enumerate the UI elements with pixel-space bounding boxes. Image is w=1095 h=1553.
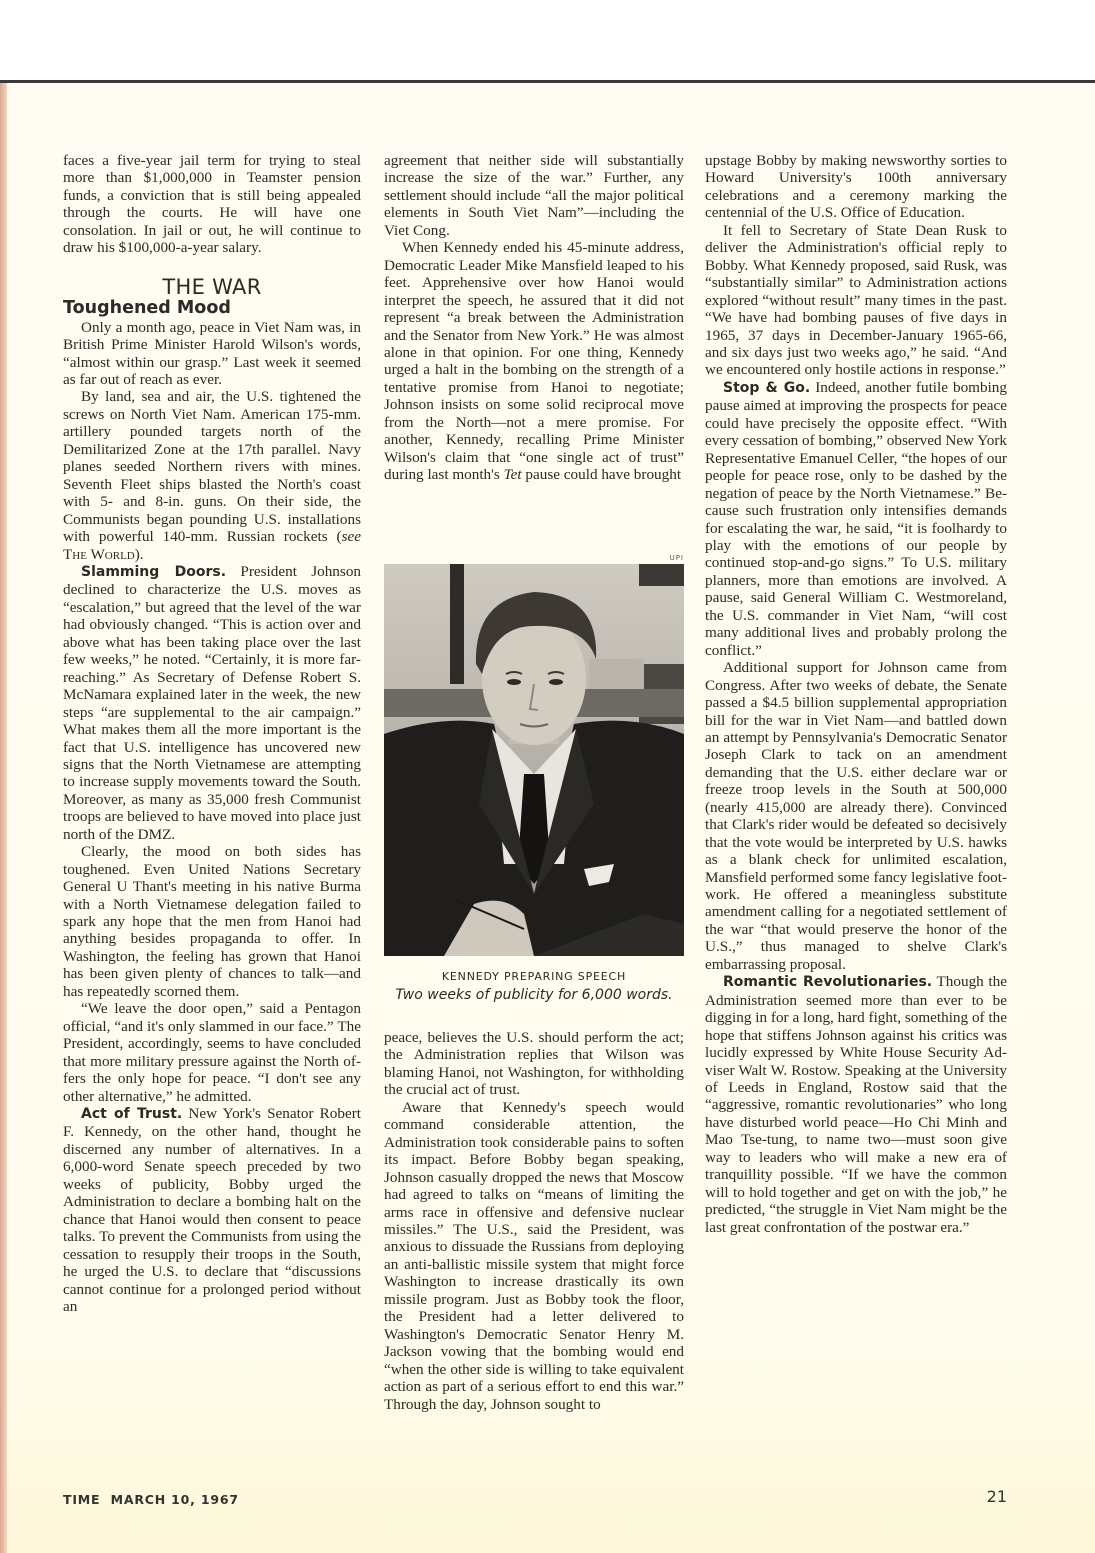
article-column-1 xyxy=(63,152,361,1315)
paragraph-text: pause could have brought xyxy=(521,466,682,484)
paragraph: agreement that neither side will substantially increase the size of the war.” Further, any settlement should include “all the major political elements in South Viet Nam”—including the Viet Cong. xyxy=(384,152,684,239)
paragraph: faces a five-year jail term for trying to steal more than $1,000,000 in Teamster pension funds, a conviction that is still being appealed through the courts. He will have one consolation. In jail or out, he will continue to draw his $100,000-a-year salary. xyxy=(63,152,361,257)
section-title: THE WAR xyxy=(162,274,262,299)
run-in-heading: Romantic Revolutionaries. xyxy=(723,974,933,991)
kennedy-photo xyxy=(384,564,684,956)
paragraph-text: President Johnson declined to characterize the U.S. moves as “escalation,” but agreed that the level of the war had obviously changed. “This is action over and above what has been taking place over the last few weeks,” he noted. “Certainly, it is more far-reaching.” As Secretary of Defense Robert S. McNamara explained later in the week, the new steps “are supplemental to the air campaign.” What makes them all the more important is the fact that U.S. intelligence has uncovered new signs that the North Vietnamese are attempting to increase supply movements toward the South. Moreover, as many as 35,000 fresh Communist troops are believed to have moved into place just north of the xyxy=(63,562,361,843)
portrait-illustration xyxy=(384,564,684,956)
article-column-3 xyxy=(705,152,1007,1236)
paragraph-text: When Kennedy ended his 45-minute address, Democratic Leader Mike Mansfield leaped to his feet. Apprehensive over how Hanoi would interpret the speech, he assured that it did not represent “a break between the Administration and the Senator from New York.” He was almost alone in that opinion. For one thing, Kennedy urged a halt in the bombing on the strength of a tentative promise from Hanoi to negotiate; Johnson insists on some solid reciprocal move from the North—not a mere promise. For another, Kennedy, recalling Prime Minister Wilson's claim that “one single act of trust” during last month's xyxy=(384,239,684,484)
paragraph xyxy=(63,563,361,843)
paragraph xyxy=(705,973,1007,1236)
run-in-heading: Act of Trust. xyxy=(81,1106,183,1123)
paragraph-text: Though the Administration seemed more than ever to be digging in for a long, hard fight, something of the hope that stiffens Johnson against his critics was lucidly expressed by White House Security Adviser Walt W. Rostow. Speaking at the University of Leeds in England, Rostow said that the “aggressive, romantic revolutionaries” who long have disturbed world peace—Ho Chi Minh and Mao Tse-tung, to name two—must soon give way to leaders who will make a new era of tranquillity possible. “If we have the common will to hold together and get on with the job,” he predicted, “the struggle in Viet Nam might be the last great confrontation of the postwar era.” xyxy=(705,973,1007,1236)
paragraph xyxy=(63,1105,361,1315)
paragraph: peace, believes the U.S. should perform the act; the Administration replies that Wilson was blaming Hanoi, not Washington, for withholding the crucial act of trust. xyxy=(384,1029,684,1099)
paragraph: “We leave the door open,” said a Pentagon official, “and it's only slammed in our face.” The President, accordingly, seems to have concluded that more military pressure against the North offers the only hope for peace. “I don't see any other alternative,” he admitted. xyxy=(63,1000,361,1105)
paragraph-text: New York's Senator Robert F. Kennedy, on the other hand, thought he discerned any number of alternatives. In a 6,000-word Senate speech preceded by two weeks of publicity, Bobby urged the Administration to declare a bombing halt on the chance that Hanoi would then consent to peace talks. To prevent the Communists from using the cessation to resupply their troops in the South, he urged the U.S. to declare that “discussions cannot continue for a prolonged period without an xyxy=(63,1105,361,1315)
story-title: Toughened Mood xyxy=(63,298,231,319)
italic-text: see xyxy=(341,528,361,546)
article-column-2-bottom xyxy=(384,1029,684,1413)
paragraph-text: . xyxy=(171,825,176,843)
paragraph: Additional support for Johnson came from Congress. After two weeks of debate, the Senate passed a $4.5 billion supplemental appropriation bill for the war in Viet Nam—and battled down an attempt by Pennsylvania's Democratic Senator Joseph Clark to tack on an amendment demanding that the U.S. either declare war or freeze troop levels in the South at 500,000 (nearly 415,000 are already there). Convinced that Clark's rider would be defeated so decisively that the vote would be interpreted by U.S. hawks as a blank check for unlimited escalation, Mansfield performed some fancy legislative footwork. He offered a meaningless substitute amendment calling for a negotiated settlement of the war “that would preserve the honor of the U.S.,” thus managed to shelve Clark's embarrassing proposal. xyxy=(705,659,1007,973)
acronym: DMZ xyxy=(137,825,172,843)
italic-text: Tet xyxy=(503,466,522,484)
article-column-2-top xyxy=(384,152,684,484)
paragraph-text: By land, sea and air, the U.S. tightened the screws on North Viet Nam. American 175-mm. artillery pounded targets north of the Demilitarized Zone at the 17th parallel. Navy planes seeded Northern rivers with mines. Seventh Fleet ships blasted the North's coast with 5- and 8-in. guns. On their side, the Communists began pounding U.S. installations with powerful 140-mm. Russian rockets ( xyxy=(63,388,361,546)
run-in-heading: Slamming Doors. xyxy=(81,563,227,580)
paragraph-text: ). xyxy=(134,545,144,563)
paragraph: Aware that Kennedy's speech would command considerable attention, the Administration took considerable pains to soften its impact. Before Bobby began speaking, Johnson casually dropped the news that Moscow had agreed to talks on “means of limiting the arms race in offensive and defensive nuclear missiles.” The U.S., said the President, was anxious to dissuade the Russians from deploying an anti-ballistic missile system that might force Washington to increase drastically its own missile program. Just as Bobby took the floor, the President had a letter delivered to Washington's Democratic Senator Henry M. Jackson vowing that the bombing would end “when the other side is willing to take equivalent action as part of a serious effort to end this war.” Through the day, Johnson sought to xyxy=(384,1098,684,1413)
paragraph-text: Indeed, another futile bombing pause aimed at improving the prospects for peace could have precisely the opposite effect. “With every cessation of bombing,” observed New York Representative Emanuel Celler, “the hopes of our people for peace rose, only to be dashed by the negation of peace by the North Vietnamese.” Because such frustration only intensifies demands for escalating the war, he said, “it is foolhardy to play with the emotions of our people by continued stop-and-go signs.” To U.S. military planners, more than emotions are involved. A pause, said General William C. Westmoreland, the U.S. commander in Viet Nam, “will cost many additional lives and probably prolong the conflict.” xyxy=(705,378,1007,659)
paragraph: upstage Bobby by making newsworthy sorties to Howard University's 100th anniversary celebrations and a ceremony marking the centennial of the U.S. Office of Education. xyxy=(705,152,1007,222)
publication-footer: TIME MARCH 10, 1967 xyxy=(63,1492,239,1507)
photo-caption-subtitle: Two weeks of publicity for 6,000 words. xyxy=(395,987,673,1003)
paragraph: Clearly, the mood on both sides has toughened. Even United Nations Secretary General U Thant's meeting in his native Burma with a North Vietnamese delegation failed to spark any hope that the men from Hanoi had anything besides propaganda to offer. In Washington, the feeling has grown that Hanoi has been given plenty of chances to talk—and has repeatedly scorned them. xyxy=(63,843,361,1000)
section-reference: The World xyxy=(63,545,135,563)
photo-caption-title: KENNEDY PREPARING SPEECH xyxy=(441,970,627,983)
paragraph xyxy=(705,379,1007,659)
paragraph xyxy=(63,388,361,563)
photo-credit: UPI xyxy=(669,554,684,562)
paragraph xyxy=(384,239,684,483)
run-in-heading: Stop & Go. xyxy=(723,379,811,396)
paragraph: It fell to Secretary of State Dean Rusk to deliver the Administration's official reply to Bobby. What Kennedy proposed, said Rusk, was “substantially similar” to Administration actions explored “without result” many times in the past. “We have had bombing pauses of five days in 1965, 37 days in December-January 1965-66, and six days just two weeks ago,” he said. “And we encountered only hostile actions in response.” xyxy=(705,221,1007,379)
paragraph: Only a month ago, peace in Viet Nam was, in British Prime Minister Harold Wilson's words, “almost within our grasp.” Last week it seemed as far out of reach as ever. xyxy=(63,318,361,388)
page-number: 21 xyxy=(986,1487,1007,1506)
